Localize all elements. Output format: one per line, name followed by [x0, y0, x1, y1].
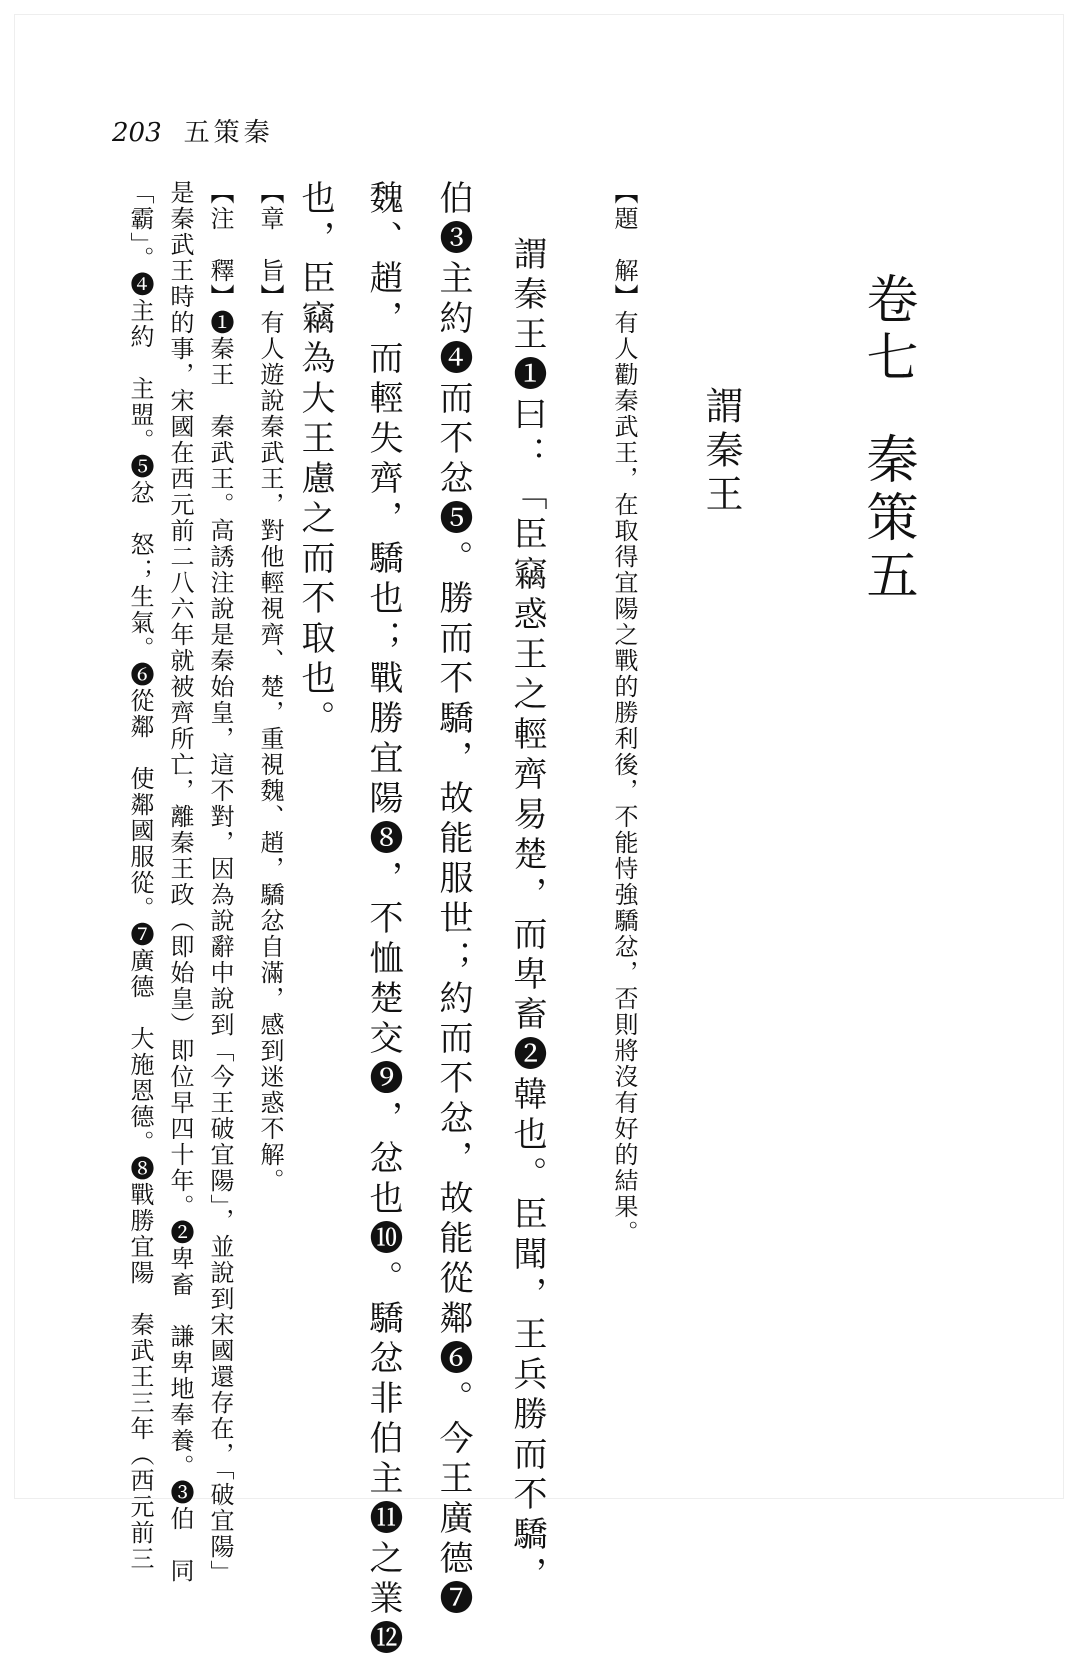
main-text-line: 魏、趙，而輕失齊，驕也；戰勝宜陽❽，不恤楚交❾，忿也❿。驕忿非伯主⓫之業⓬ [363, 180, 403, 1660]
page-header [112, 112, 274, 149]
running-head: 五策秦 [183, 118, 274, 148]
chapter-summary: 【章 旨】有人遊說秦武王，對他輕視齊、楚，重視魏、趙，驕忿自滿，感到迷惑不解。 [256, 180, 284, 1194]
main-text-line: 也，臣竊為大王慮之而不取也。 [295, 180, 335, 740]
main-text-line: 伯❸主約❹而不忿❺。勝而不驕，故能服世；約而不忿，故能從鄰❻。今王廣德❼ [433, 180, 473, 1620]
section-title: 謂秦王 [699, 386, 743, 518]
annotation-line: 是秦武王時的事，宋國在西元前二八六年就被齊所亡，離秦王政（即始皇）即位早四十年。❷卑畜 謙卑地奉養。❸伯 同 [166, 180, 194, 1584]
chapter-volume: 卷七 [857, 272, 917, 388]
chapter-name: 秦策五 [857, 432, 917, 606]
page-number: 203 [112, 118, 162, 148]
topic-explanation: 【題 解】有人勸秦武王，在取得宜陽之戰的勝利後，不能恃強驕忿，否則將沒有好的結果。 [610, 180, 638, 1246]
main-text-line: 謂秦王❶曰：「臣竊惑王之輕齊易楚，而卑畜❷韓也。臣聞，王兵勝而不驕， [507, 236, 547, 1596]
annotation-line: 【注 釋】❶秦王 秦武王。高誘注說是秦始皇，這不對，因為說辭中說到「今王破宜陽」，並說到宋國還存在，「破宜陽」 [206, 180, 234, 1586]
annotation-line: 「霸」。❹主約 主盟。❺忿 怒；生氣。❻從鄰 使鄰國服從。❼廣德 大施恩德。❽戰勝宜陽 秦武王三年（西元前三 [126, 180, 154, 1572]
chapter-title [850, 272, 925, 606]
